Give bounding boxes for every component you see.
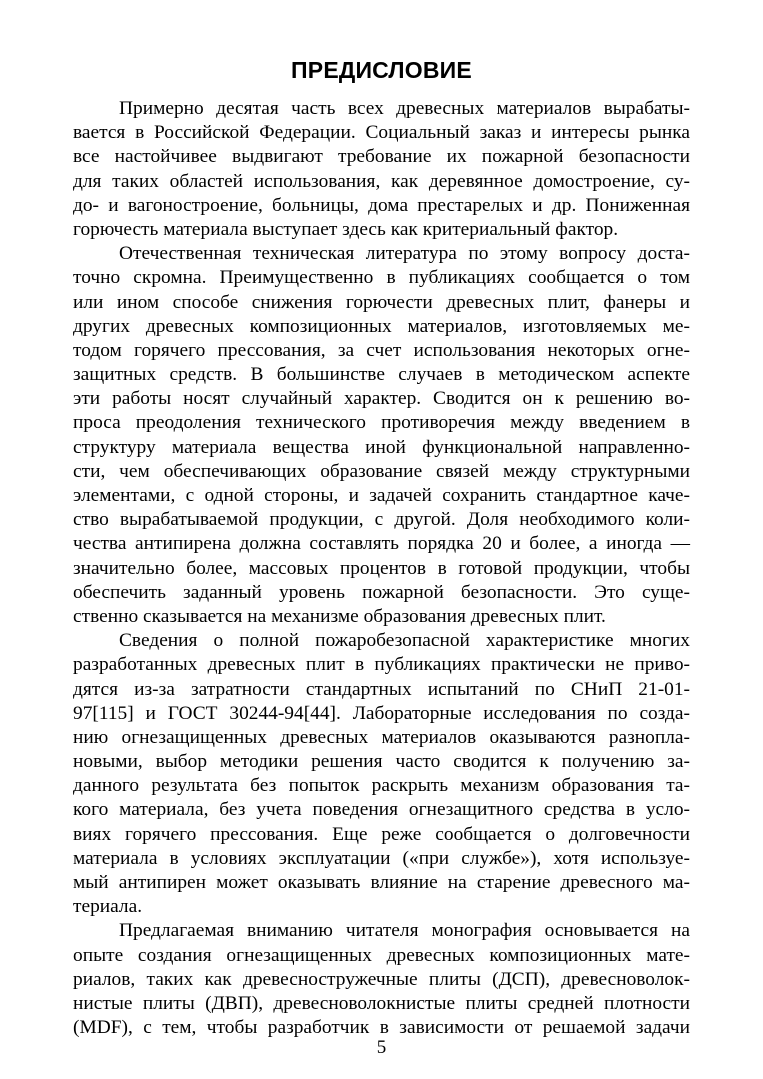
text-line: ство вырабатываемой продукции, с другой. Доля необходимого коли- (73, 509, 690, 531)
text-line: разработанных древесных плит в публикациях практически не приво- (73, 654, 690, 676)
text-line: мый антипирен может оказывать влияние на старение древесного ма- (73, 872, 690, 893)
text-line: данного результата без попыток раскрыть механизм образования та- (73, 775, 690, 797)
body-text (73, 97, 690, 1040)
text-line: риалов, таких как древесностружечные плиты (ДСП), древесноволок- (73, 968, 690, 990)
text-line: значительно более, массовых процентов в готовой продукции, чтобы (73, 557, 690, 579)
text-line: новыми, выбор методики решения часто сводится к получению за- (73, 751, 690, 773)
text-line: вается в Российской Федерации. Социальный заказ и интересы рынка (73, 122, 690, 144)
paragraph (73, 97, 690, 242)
page-title: ПРЕДИСЛОВИЕ (291, 57, 472, 83)
text-line: кого материала, без учета поведения огнезащитного средства в усло- (73, 799, 690, 821)
text-line: виях горячего прессования. Еще реже сообщается о долговечности (73, 823, 690, 845)
text-line: до- и вагоностроение, больницы, дома престарелых и др. Пониженная (73, 194, 690, 216)
text-line: чества антипирена должна составлять порядка 20 и более, а иногда — (73, 533, 690, 555)
text-line: других древесных композиционных материалов, изготовляемых ме- (73, 315, 690, 337)
text-line: или ином способе снижения горючести древесных плит, фанеры и (73, 291, 690, 313)
paragraph (73, 242, 690, 629)
text-line: обеспечить заданный уровень пожарной безопасности. Это суще- (73, 581, 690, 603)
text-line: материала в условиях эксплуатации («при службе»), хотя используе- (73, 847, 690, 869)
text-line: сти, чем обеспечивающих образование связей между структурными (73, 460, 690, 482)
text-line: горючесть материала выступает здесь как критериальный фактор. (73, 218, 619, 240)
text-line: точно скромна. Преимущественно в публикациях сообщается о том (73, 267, 690, 289)
text-line: тодом горячего прессования, за счет использования некоторых огне- (73, 339, 690, 361)
text-line: Отечественная техническая литература по этому вопросу доста- (119, 243, 690, 265)
text-line: эти работы носят случайный характер. Сводится он к решению во- (73, 388, 690, 410)
text-line: все настойчивее выдвигают требование их пожарной безопасности (73, 146, 690, 168)
text-line: опыте создания огнезащищенных древесных композиционных мате- (73, 944, 690, 966)
paragraph (73, 919, 690, 1040)
text-line: Сведения о полной пожаробезопасной характеристике многих (119, 630, 690, 652)
text-line: териала. (73, 896, 143, 918)
text-line: Предлагаемая вниманию читателя монография основывается на (119, 920, 690, 942)
text-line: нию огнезащищенных древесных материалов оказываются разнопла- (73, 726, 690, 748)
page-number: 5 (376, 1037, 387, 1058)
text-line: для таких областей использования, как деревянное домостроение, су- (73, 170, 690, 192)
text-line: нистые плиты (ДВП), древесноволокнистые плиты средней плотности (73, 992, 690, 1014)
text-line: дятся из-за затратности стандартных испытаний по СНиП 21-01- (73, 678, 690, 700)
paragraph (73, 629, 690, 919)
text-line: 97[115] и ГОСТ 30244-94[44]. Лабораторные исследования по созда- (73, 702, 690, 724)
text-line: элементами, с одной стороны, и задачей сохранить стандартное каче- (73, 485, 690, 506)
text-line: структуру материала вещества иной функциональной направленно- (73, 436, 690, 458)
text-line: Примерно десятая часть всех древесных материалов вырабаты- (119, 98, 690, 119)
text-line: защитных средств. В большинстве случаев в методическом аспекте (73, 364, 690, 386)
text-line: (MDF), с тем, чтобы разработчик в зависимости от решаемой задачи (73, 1017, 690, 1039)
text-line: проса преодоления технического противоречия между введением в (73, 412, 690, 434)
text-line: ственно сказывается на механизме образования древесных плит. (73, 605, 606, 627)
